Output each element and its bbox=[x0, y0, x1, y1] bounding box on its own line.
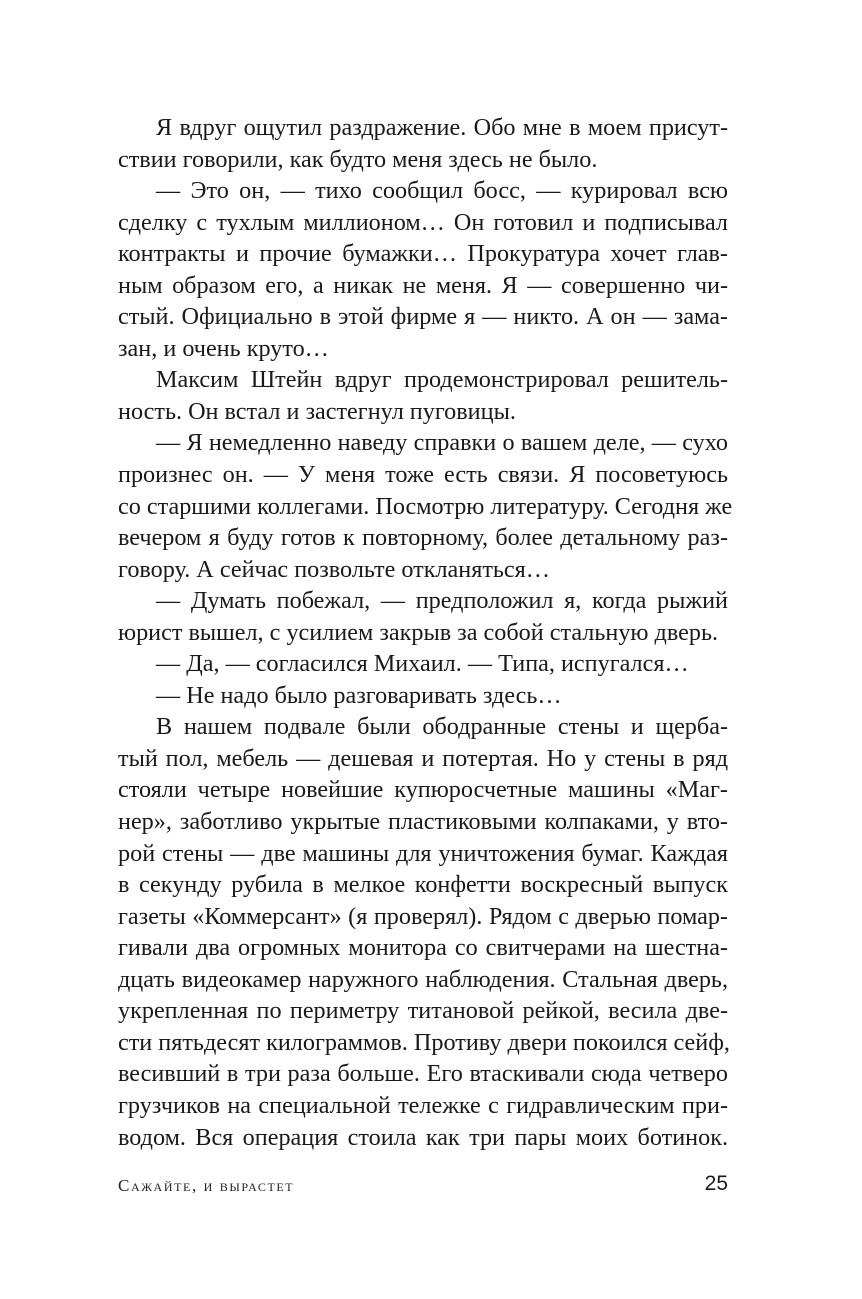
text-line: юрист вышел, с усилием закрыв за собой стальную дверь. bbox=[118, 618, 719, 646]
text-line: зан, и очень круто… bbox=[118, 334, 329, 362]
text-line: водом. Вся операция стоила как три пары моих ботинок. bbox=[118, 1123, 728, 1151]
text-line: ствии говорили, как будто меня здесь не было. bbox=[118, 145, 598, 173]
text-line: весивший в три раза больше. Его втаскивали сюда четверо bbox=[118, 1060, 728, 1088]
text-line: сти пятьдесят килограммов. Противу двери покоился сейф, bbox=[118, 1028, 730, 1056]
text-line: — Думать побежал, — предположил я, когда рыжий bbox=[156, 587, 728, 615]
text-line: — Не надо было разговаривать здесь… bbox=[156, 681, 562, 709]
text-line: гивали два огромных монитора со свитчерами на шестна- bbox=[118, 934, 728, 962]
text-line: со старшими коллегами. Посмотрю литературу. Сегодня же bbox=[118, 492, 733, 520]
body-text bbox=[118, 112, 733, 1153]
text-line: — Это он, — тихо сообщил босс, — курировал всю bbox=[156, 177, 728, 205]
text-line: — Да, — согласился Михаил. — Типа, испугался… bbox=[156, 650, 689, 678]
text-line: сделку с тухлым миллионом… Он готовил и подписывал bbox=[118, 208, 728, 236]
text-line: грузчиков на специальной тележке с гидравлическим при- bbox=[118, 1091, 728, 1119]
running-footer-title: Сажайте, и вырастет bbox=[118, 1176, 295, 1195]
text-line: газеты «Коммерсант» (я проверял). Рядом с дверью помар- bbox=[118, 902, 728, 930]
text-line: Максим Штейн вдруг продемонстрировал решитель- bbox=[156, 366, 728, 394]
text-line: — Я немедленно наведу справки о вашем деле, — сухо bbox=[156, 429, 728, 457]
text-line: В нашем подвале были ободранные стены и щерба- bbox=[156, 713, 728, 741]
text-line: произнес он. — У меня тоже есть связи. Я посоветуюсь bbox=[118, 461, 728, 489]
text-line: в секунду рубила в мелкое конфетти воскресный выпуск bbox=[118, 871, 728, 899]
page-number: 25 bbox=[704, 1172, 728, 1195]
text-line: говору. А сейчас позвольте откланяться… bbox=[118, 555, 550, 583]
text-line: нер», заботливо укрытые пластиковыми колпаками, у вто- bbox=[118, 808, 728, 836]
text-line: ным образом его, а никак не меня. Я — совершенно чи- bbox=[118, 271, 728, 299]
text-line: Я вдруг ощутил раздражение. Обо мне в моем присут- bbox=[156, 114, 728, 141]
text-line: вечером я буду готов к повторному, более детальному раз- bbox=[118, 524, 728, 552]
text-line: дцать видеокамер наружного наблюдения. Стальная дверь, bbox=[118, 965, 728, 993]
text-line: стояли четыре новейшие купюросчетные машины «Маг- bbox=[118, 776, 728, 804]
text-line: ность. Он встал и застегнул пуговицы. bbox=[118, 397, 516, 425]
text-line: рой стены — две машины для уничтожения бумаг. Каждая bbox=[118, 839, 728, 867]
text-line: стый. Официально в этой фирме я — никто. А он — зама- bbox=[118, 303, 728, 331]
text-line: тый пол, мебель — дешевая и потертая. Но у стены в ряд bbox=[118, 744, 728, 772]
text-line: укрепленная по периметру титановой рейкой, весила две- bbox=[118, 997, 728, 1025]
text-line: контракты и прочие бумажки… Прокуратура хочет глав- bbox=[118, 240, 728, 268]
